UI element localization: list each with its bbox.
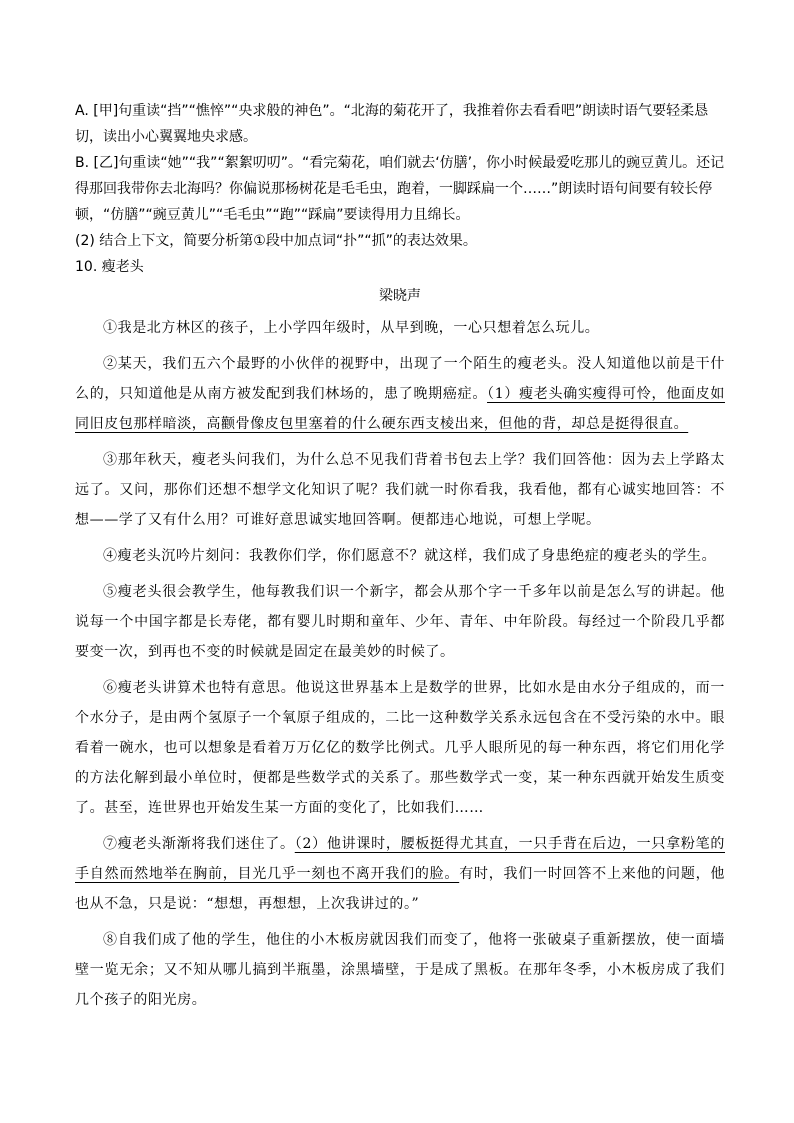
section-heading: 10. 瘦老头: [75, 259, 144, 275]
paragraph-7-text: ⑦瘦老头渐渐将我们迷住了。: [103, 836, 295, 852]
option-a: A. [甲]句重读“挡”“憔悴”“央求般的神色”。“北海的菊花开了，我推着你去看看吧”朗读时语气要轻柔恳切，读出小心翼翼地央求感。: [75, 103, 709, 145]
paragraph-8: ⑧自我们成了他的学生，他住的小木板房就因我们而变了，他将一张破桌子重新摆放，使一面墙壁一览无余；又不知从哪儿搞到半瓶墨，涂黑墙壁，于是成了黑板。在那年冬季，小木板房成了我们几个孩子的阳光房。: [75, 932, 725, 1008]
author-name: 梁晓声: [379, 288, 421, 304]
paragraph-5: ⑤瘦老头很会教学生，他每教我们识一个新字，都会从那个字一千多年以前是怎么写的讲起。他说每一个中国字都是长寿佬，都有婴儿时期和童年、少年、青年、中年阶段。每经过一个阶段几乎都要变一次，到再也不变的时候就是固定在最美妙的时候了。: [75, 584, 725, 660]
option-b: B. [乙]句重读“她”“我”“絮絮叨叨”。“看完菊花，咱们就去‘仿膳’，你小时候最爱吃那儿的豌豆黄儿。还记得那回我带你去北海吗？你偏说那杨树花是毛毛虫，跑着，一脚踩扁一个……”朗读时语句间要有较长停顿，“仿膳”“豌豆黄儿”“毛毛虫”“跑”“踩扁”要读得用力且绵长。: [75, 155, 725, 223]
question-2: (2) 结合上下文，简要分析第①段中加点词“扑”“抓”的表达效果。: [75, 233, 477, 249]
paragraph-3: ③那年秋天，瘦老头问我们，为什么总不见我们背着书包去上学？我们回答他：因为去上学路太远了。又问，那你们还想不想学文化知识了呢？我们就一时你看我，我看他，都有心诚实地回答：不想——学了又有什么用？可谁好意思诚实地回答啊。便都违心地说，可想上学呢。: [75, 452, 725, 528]
paragraph-2-text: ②某天，我们五六个最野的小伙伴的视野中，出现了一个陌生的瘦老头。没人知道他以前是干什么的，只知道他是从南方被发配到我们林场的，患了晚期癌症。: [75, 356, 725, 402]
paragraph-7: [75, 829, 725, 919]
paragraph-1: ①我是北方林区的孩子，上小学四年级时，从早到晚，一心只想着怎么玩儿。: [103, 320, 600, 336]
underlined-sentence-2: （2）他讲课时，腰板挺得尤其直，一只手背在后边，一只拿粉笔的手自然而然地举在胸前，目光几乎一刻也不离开我们的脸。: [75, 836, 725, 882]
paragraph-2: [75, 349, 725, 439]
paragraph-4: ④瘦老头沉吟片刻问：我教你们学，你们愿意不？就这样，我们成了身患绝症的瘦老头的学生。: [103, 548, 717, 564]
underlined-sentence-1: （1）瘦老头确实瘦得可怜，他面皮如同旧皮包那样暗淡，高颧骨像皮包里塞着的什么硬东西支棱出来，但他的背，却总是挺得很直。: [75, 386, 725, 432]
paragraph-6: ⑥瘦老头讲算术也特有意思。他说这世界基本上是数学的世界，比如水是由水分子组成的，而一个水分子，是由两个氢原子一个氧原子组成的，二比一这种数学关系永远包含在不受污染的水中。眼看着一碗水，也可以想象是看着万万亿亿的数学比例式。几乎人眼所见的每一种东西，将它们用化学的方法化解到最小单位时，便都是些数学式的关系了。那些数学式一变，某一种东西就开始发生质变了。甚至，连世界也开始发生某一方面的变化了，比如我们……: [75, 680, 725, 816]
page-content: [75, 98, 725, 1021]
paragraph-7-tail: 有时，我们一时回答不上来他的问题，他也从不急，只是说：“想想，再想想，上次我讲过的。”: [75, 866, 725, 912]
